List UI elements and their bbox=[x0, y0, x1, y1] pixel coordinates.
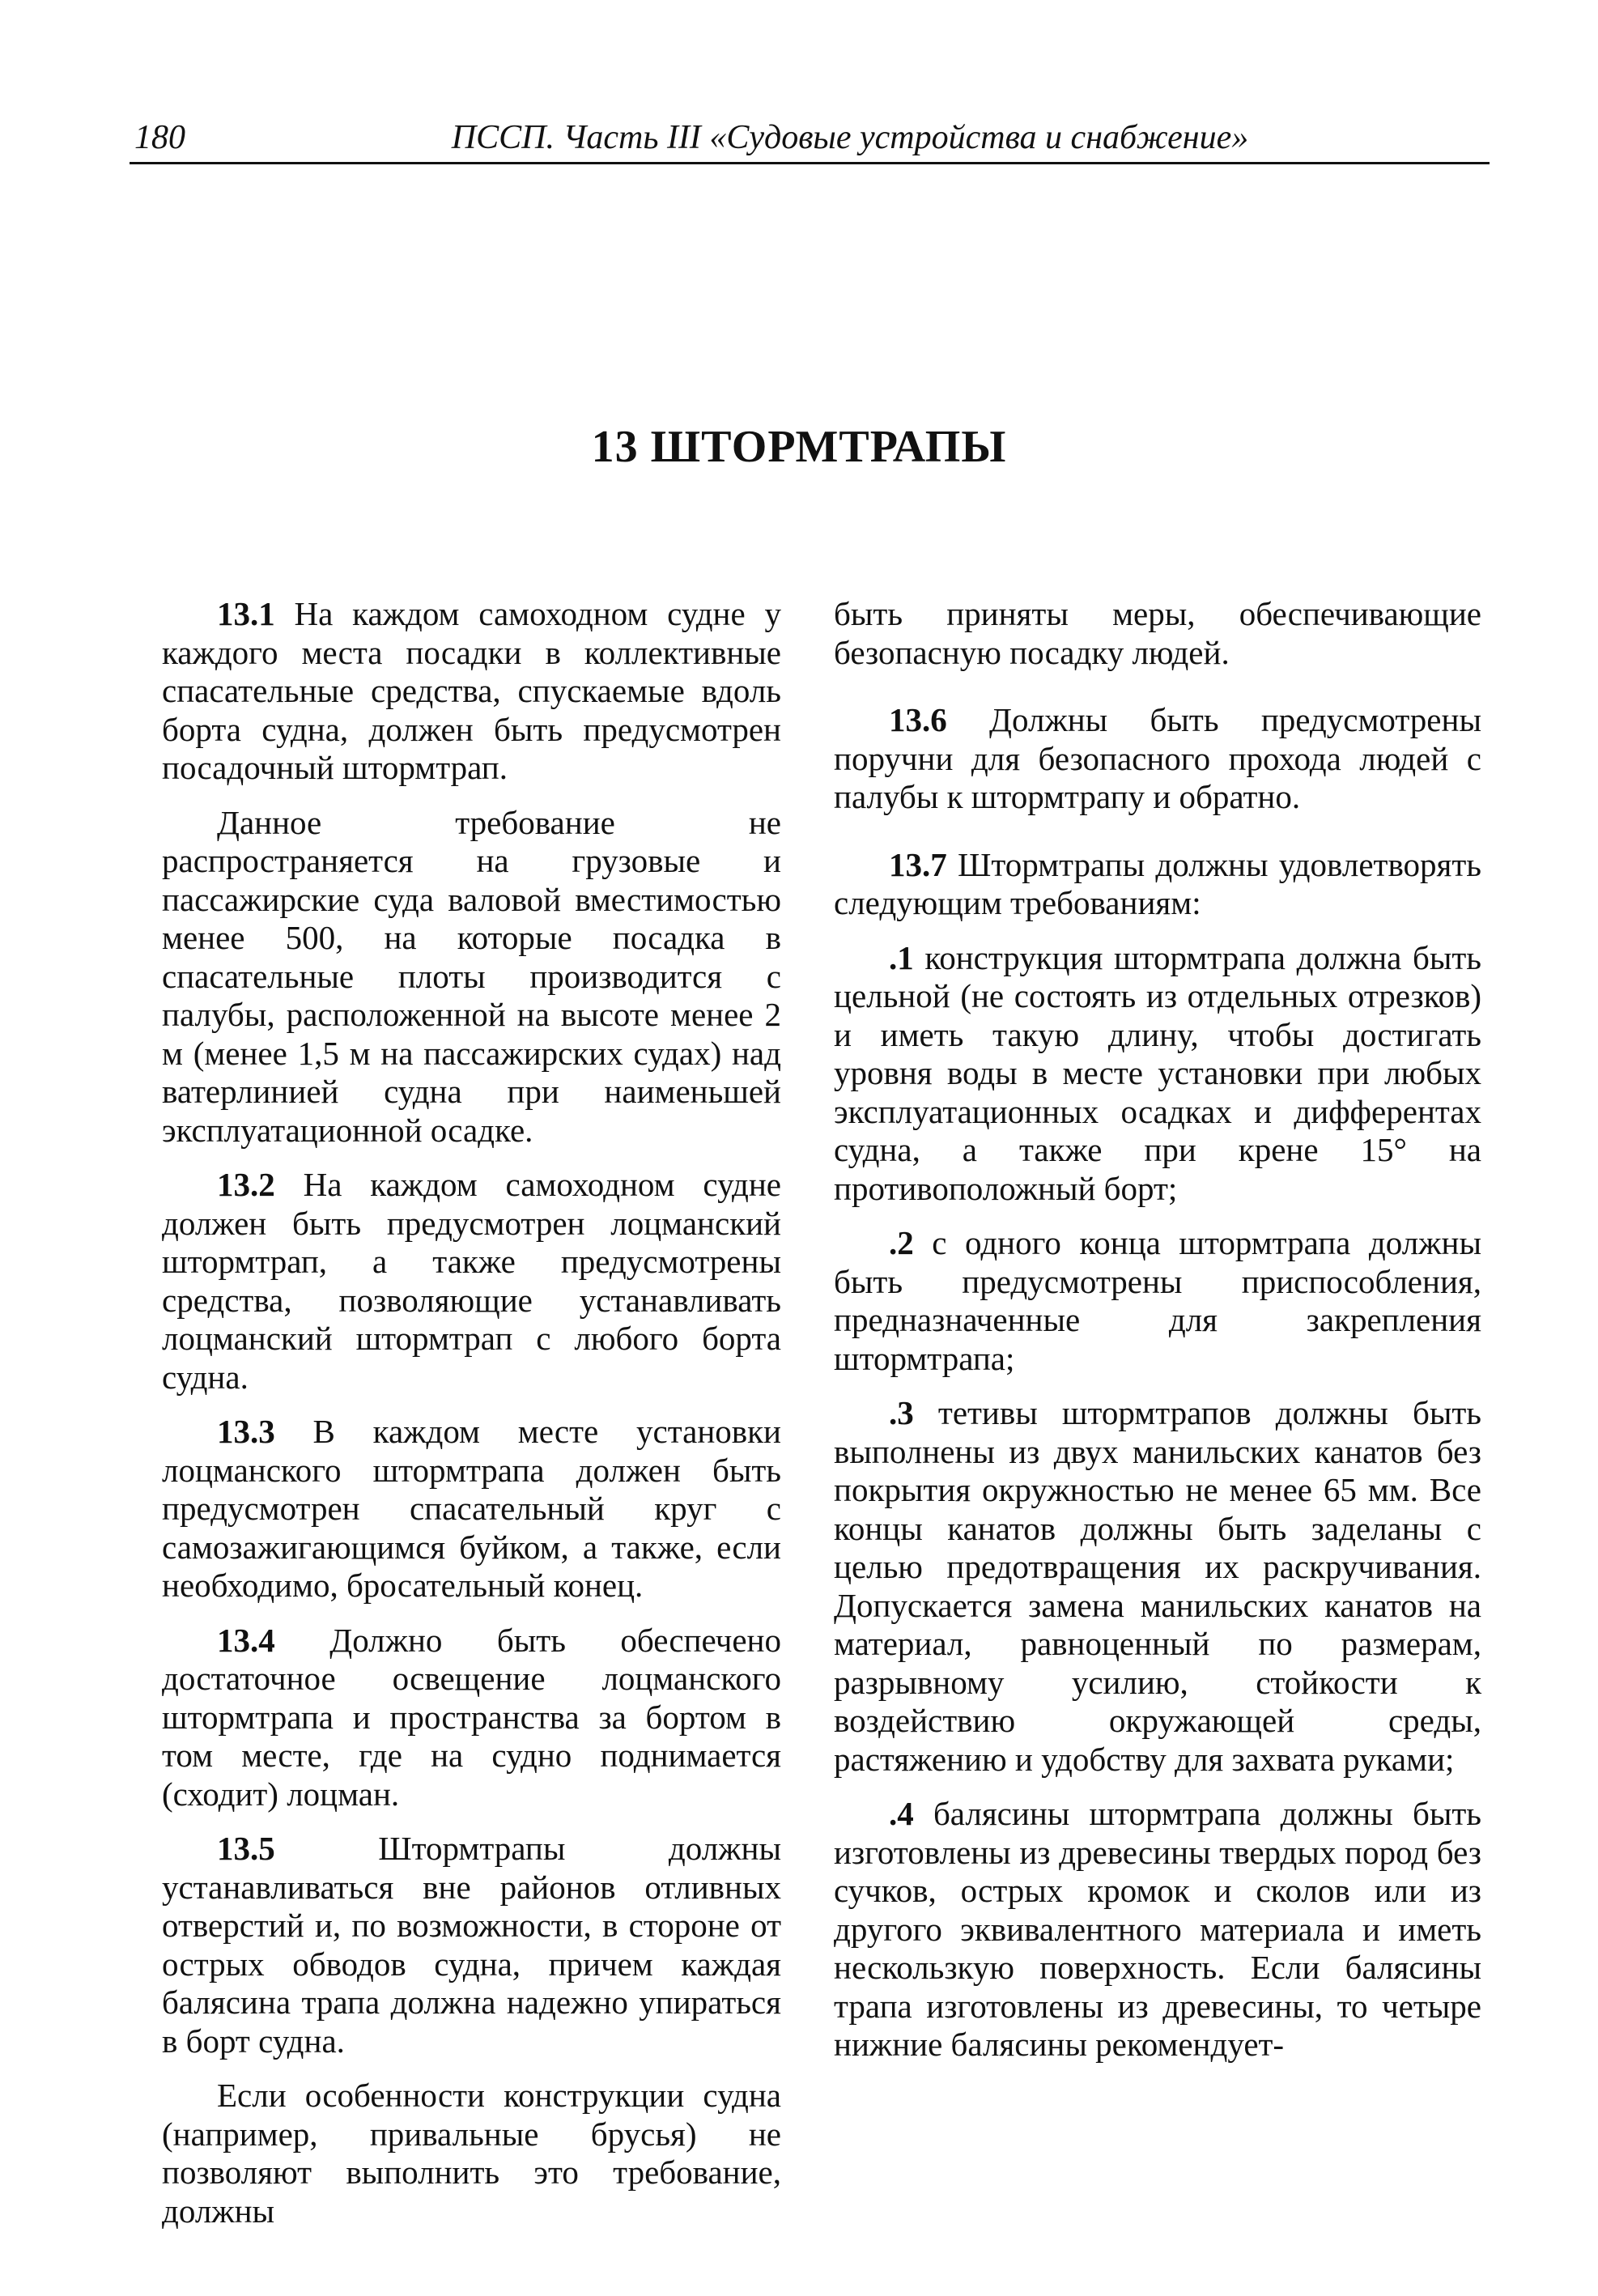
clause-text: Должно быть обеспечено достаточное освещение лоцманского штормтрапа и пространства за бортом в том месте, где на судно поднимается (сходит) лоцман. bbox=[162, 1621, 781, 1813]
paragraph-13-7 bbox=[834, 846, 1481, 923]
list-item-13-7-2 bbox=[834, 1224, 1481, 1378]
clause-text: Штормтрапы должны удовлетворять следующим требованиям: bbox=[834, 845, 1481, 921]
list-item-13-7-1 bbox=[834, 939, 1481, 1209]
item-number: .3 bbox=[889, 1394, 914, 1431]
paragraph-13-4 bbox=[162, 1622, 781, 1814]
clause-number: 13.4 bbox=[217, 1621, 275, 1659]
running-header bbox=[130, 110, 1490, 164]
clause-number: 13.3 bbox=[217, 1413, 275, 1450]
item-text: конструкция штормтрапа должна быть цельной (не состоять из отдельных отрезков) и иметь такую длину, чтобы достигать уровня воды в месте установки при любых эксплуатационных осадках и дифферентах судна, а также при крене 15° на противоположный борт; bbox=[834, 938, 1481, 1207]
left-column bbox=[162, 595, 781, 2247]
list-item-13-7-3 bbox=[834, 1394, 1481, 1779]
paragraph-13-3 bbox=[162, 1413, 781, 1605]
paragraph-13-1-note: Данное требование не распространяется на грузовые и пассажирские суда валовой вместимостью менее 500, на которые посадка в спасательные плоты производится с палубы, расположенной на высоте менее 2 м (менее 1,5 м на пассажирских судах) над ватерлинией судна при наименьшей эксплуатационной осадке. bbox=[162, 803, 781, 1149]
item-text: тетивы штормтрапов должны быть выполнены из двух манильских канатов без покрытия окружностью не менее 65 мм. Все концы канатов должны быть заделаны с целью предотвращения их раскручивания. Допускается замена манильских канатов на материал, равноценный по размерам, разрывному усилию, стойкости к воздействию окружающей среды, растяжению и удобству для захвата руками; bbox=[834, 1394, 1481, 1778]
paragraph-13-5-note: Если особенности конструкции судна (например, привальные брусья) не позволяют выполнить это требование, должны bbox=[162, 2077, 781, 2230]
item-number: .1 bbox=[889, 938, 914, 976]
clause-text: На каждом самоходном судне должен быть предусмотрен лоцманский штормтрап, а также предусмотрены средства, позволяющие устанавливать лоцманский штормтрап с любого борта судна. bbox=[162, 1166, 781, 1396]
right-column bbox=[834, 595, 1481, 2081]
clause-number: 13.2 bbox=[217, 1166, 275, 1203]
paragraph-13-1 bbox=[162, 595, 781, 788]
clause-text: Штормтрапы должны устанавливаться вне районов отливных отверстий и, по возможности, в стороне от острых обводов судна, причем каждая балясина трапа должна надежно упираться в борт судна. bbox=[162, 1830, 781, 2060]
paragraph-13-5-continued: быть приняты меры, обеспечивающие безопасную посадку людей. bbox=[834, 595, 1481, 671]
item-number: .2 bbox=[889, 1224, 914, 1261]
list-item-13-7-4 bbox=[834, 1795, 1481, 2064]
paragraph-13-5 bbox=[162, 1830, 781, 2060]
clause-number: 13.1 bbox=[217, 595, 275, 632]
clause-text: Должны быть предусмотрены поручни для безопасного прохода людей с палубы к штормтрапу и обратно. bbox=[834, 701, 1481, 815]
clause-text: В каждом месте установки лоцманского штормтрапа должен быть предусмотрен спасательный круг с самозажигающимся буйком, а также, если необходимо, бросательный конец. bbox=[162, 1413, 781, 1604]
clause-number: 13.5 bbox=[217, 1830, 275, 1867]
clause-number: 13.7 bbox=[889, 845, 947, 883]
paragraph-13-6 bbox=[834, 701, 1481, 817]
clause-text: На каждом самоходном судне у каждого места посадки в коллективные спасательные средства, спускаемые вдоль борта судна, должен быть предусмотрен посадочный штормтрап. bbox=[162, 595, 781, 786]
page-number: 180 bbox=[134, 119, 185, 156]
paragraph-13-2 bbox=[162, 1166, 781, 1397]
section-title: 13 ШТОРМТРАПЫ bbox=[591, 422, 1007, 472]
clause-number: 13.6 bbox=[889, 701, 947, 738]
item-text: с одного конца штормтрапа должны быть предусмотрены приспособления, предназначенные для закрепления штормтрапа; bbox=[834, 1224, 1481, 1377]
item-text: балясины штормтрапа должны быть изготовлены из древесины твердых пород без сучков, острых кромок и сколов или из другого эквивалентного материала и иметь нескользкую поверхность. Если балясины трапа изготовлены из древесины, то четыре нижние балясины рекомендует- bbox=[834, 1795, 1481, 2063]
running-title: ПССП. Часть III «Судовые устройства и снабжение» bbox=[451, 119, 1249, 156]
item-number: .4 bbox=[889, 1795, 914, 1832]
